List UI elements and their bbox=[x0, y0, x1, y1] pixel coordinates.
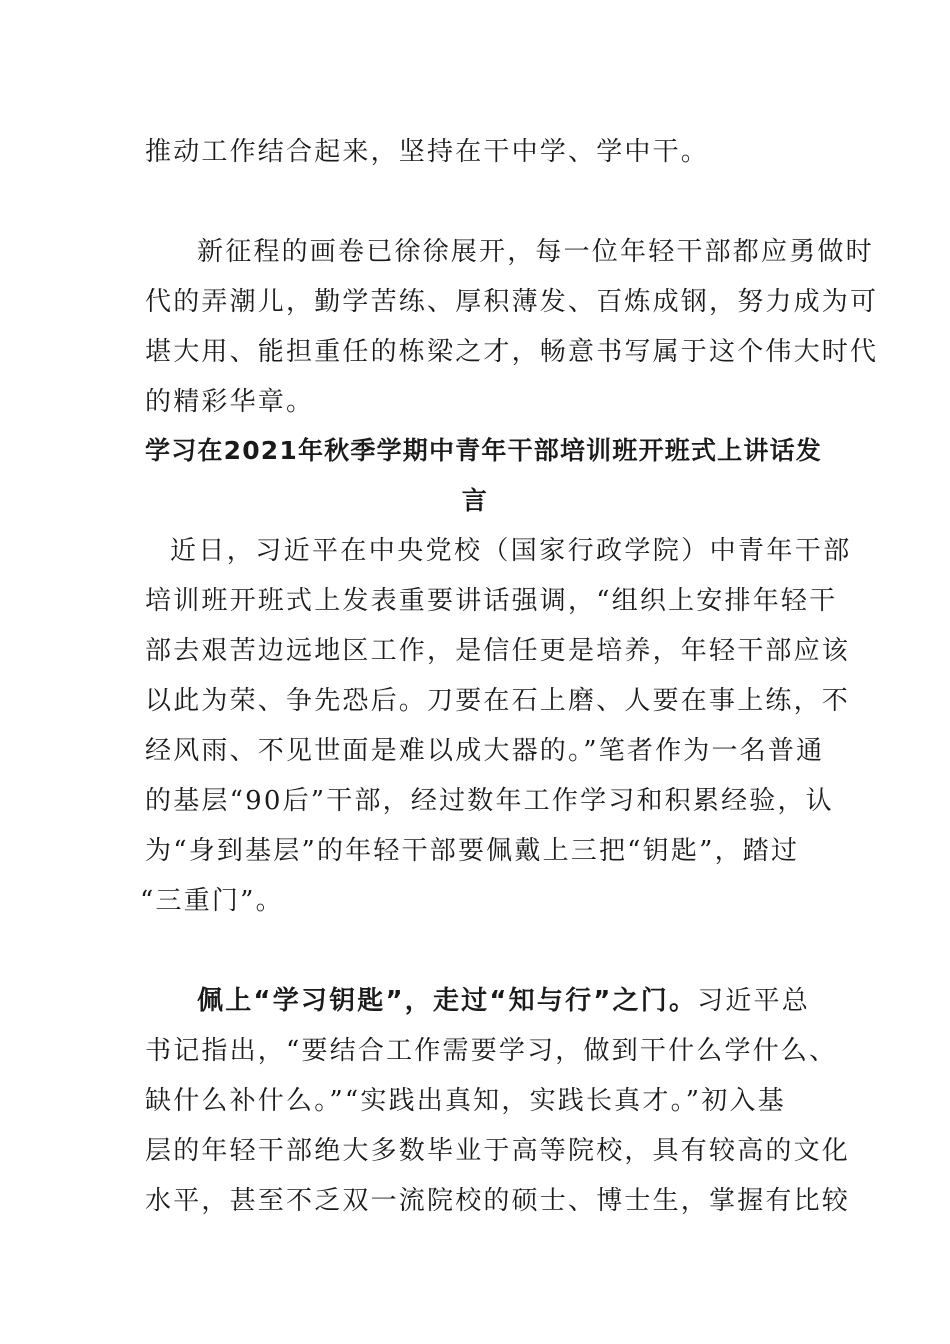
paragraph-line: 近日，习近平在中央党校（国家行政学院）中青年干部 bbox=[170, 536, 852, 566]
paragraph-line: 推动工作结合起来，坚持在干中学、学中干。 bbox=[145, 137, 710, 167]
paragraph-line: 新征程的画卷已徐徐展开，每一位年轻干部都应勇做时 bbox=[197, 237, 874, 267]
paragraph-line: 培训班开班式上发表重要讲话强调，“组织上安排年轻干 bbox=[145, 586, 838, 616]
paragraph-line: “三重门”。 bbox=[140, 886, 284, 916]
paragraph-text: 习近平总 bbox=[697, 986, 810, 1016]
paragraph-line: 以此为荣、争先恐后。刀要在石上磨、人要在事上练，不 bbox=[145, 686, 851, 716]
paragraph-line: 的精彩华章。 bbox=[145, 387, 315, 417]
article-title-line-2: 言 bbox=[461, 486, 489, 515]
paragraph-line: 水平，甚至不乏双一流院校的硕士、博士生，掌握有比较 bbox=[145, 1186, 851, 1216]
paragraph-line: 层的年轻干部绝大多数毕业于高等院校，具有较高的文化 bbox=[145, 1136, 851, 1166]
paragraph-line: 缺什么补什么。”“实践出真知，实践长真才。”初入基 bbox=[145, 1086, 786, 1116]
paragraph-line: 代的弄潮儿，勤学苦练、厚积薄发、百炼成钢，努力成为可 bbox=[145, 287, 879, 317]
paragraph-line: 堪大用、能担重任的栋梁之才，畅意书写属于这个伟大时代 bbox=[145, 337, 879, 367]
paragraph-line: 经风雨、不见世面是难以成大器的。”笔者作为一名普通 bbox=[145, 736, 825, 766]
paragraph-heading: 佩上“学习钥匙”，走过“知与行”之门。 bbox=[197, 986, 698, 1016]
paragraph-first-line bbox=[197, 985, 810, 1017]
paragraph-line: 为“身到基层”的年轻干部要佩戴上三把“钥匙”，踏过 bbox=[145, 836, 800, 866]
paragraph-line: 的基层“90后”干部，经过数年工作学习和积累经验，认 bbox=[145, 786, 834, 816]
paragraph-line: 部去艰苦边远地区工作，是信任更是培养，年轻干部应该 bbox=[145, 636, 851, 666]
article-title-line-1: 学习在2021年秋季学期中青年干部培训班开班式上讲话发 bbox=[145, 436, 822, 465]
paragraph-line: 书记指出，“要结合工作需要学习，做到干什么学什么、 bbox=[145, 1036, 838, 1066]
